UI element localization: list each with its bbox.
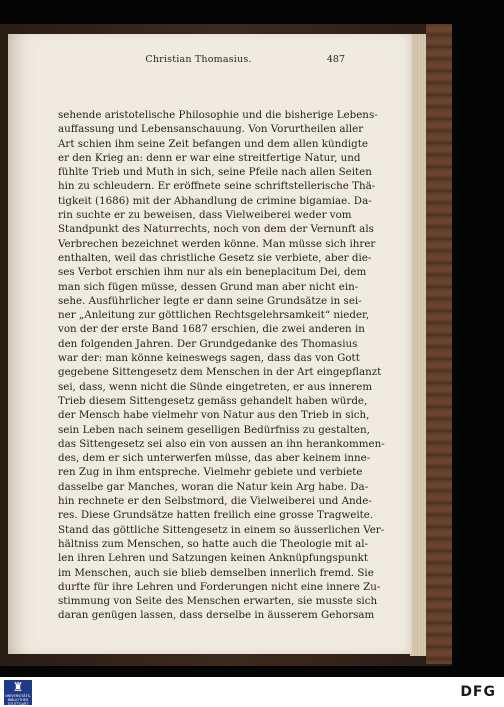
text-line: rin suchte er zu beweisen, dass Vielweiberei weder vom <box>58 209 352 222</box>
text-line: res. Diese Grundsätze hatten freilich eine grosse Tragweite. <box>58 509 374 522</box>
text-line: des, dem er sich unterwerfen müsse, das aber keinem inne- <box>58 452 371 465</box>
text-line: war der: man könne keineswegs sagen, dass das von Gott <box>58 352 360 365</box>
text-line: gegebene Sittengesetz dem Menschen in der Art eingepflanzt <box>58 366 382 379</box>
body-text <box>58 108 385 623</box>
text-line: sehe. Ausführlicher legte er dann seine Grundsätze in sei- <box>58 294 362 307</box>
library-emblem-icon: ♜ <box>12 680 24 694</box>
library-logo-line: STUTTGART <box>7 702 29 706</box>
library-logo-line: BIBLIOTHEK <box>7 698 29 702</box>
running-title: Christian Thomasius. <box>145 54 252 65</box>
text-line: sei, dass, wenn nicht die Sünde eingetreten, er aus innerem <box>58 380 373 393</box>
text-line: daran genügen lassen, dass derselbe in äusserem Gehorsam <box>58 609 375 622</box>
book-spine <box>425 24 452 664</box>
text-line: ner „Anleitung zur göttlichen Rechtsgelehrsamkeit“ nieder, <box>58 309 370 322</box>
text-line: enthalten, weil das christliche Gesetz sie verbiete, aber die- <box>58 251 372 264</box>
text-line: hältniss zum Menschen, so hatte auch die Theologie mit al- <box>58 537 369 550</box>
dfg-logo: DFG <box>460 684 496 700</box>
text-line: len ihren Lehren und Satzungen keinen Anknüpfungspunkt <box>58 552 368 565</box>
text-line: man sich fügen müsse, dessen Grund man aber nicht ein- <box>58 280 359 293</box>
text-line: er den Krieg an: denn er war eine streitfertige Natur, und <box>58 151 361 164</box>
text-line: von der der erste Band 1687 erschien, die zwei anderen in <box>58 323 365 336</box>
text-line: fühlte Trieb und Muth in sich, seine Pfeile nach allen Seiten <box>58 166 372 179</box>
text-line: sehende aristotelische Philosophie und die bisherige Lebens- <box>58 109 378 121</box>
text-line: durfte für ihre Lehren und Forderungen nicht eine innere Zu- <box>58 580 381 593</box>
text-line: Verbrechen bezeichnet werden könne. Man müsse sich ihrer <box>58 237 376 250</box>
text-line: ren Zug in ihm entspreche. Vielmehr gebiete und verbiete <box>58 466 363 479</box>
text-line: im Menschen, auch sie blieb demselben innerlich fremd. Sie <box>58 566 374 579</box>
footer-bar <box>0 677 504 707</box>
text-line: hin rechnete er den Selbstmord, die Vielweiberei und Ande- <box>58 495 372 508</box>
page-number: 487 <box>326 54 345 65</box>
text-line: sein Leben nach seinem geselligen Bedürfniss zu gestalten, <box>58 423 370 436</box>
text-line: den folgenden Jahren. Der Grundgedanke des Thomasius <box>58 337 358 350</box>
text-line: Standpunkt des Naturrechts, noch von dem der Vernunft als <box>58 223 374 236</box>
library-logo-line: UNIVERSITÄTS- <box>4 694 32 698</box>
text-line: Art schien ihm seine Zeit befangen und dem allen kündigte <box>58 137 368 150</box>
text-line: das Sittengesetz sei also ein von aussen an ihn herankommen- <box>58 437 385 450</box>
page-edges <box>410 34 426 656</box>
text-line: stimmung von Seite des Menschen erwarten, sie musste sich <box>58 595 378 608</box>
text-line: auffassung und Lebensanschauung. Von Vorurtheilen aller <box>58 123 364 136</box>
text-line: hin zu schleudern. Er eröffnete seine schriftstellerische Thä- <box>58 180 376 193</box>
text-line: ses Verbot erschien ihm nur als ein beneplacitum Dei, dem <box>58 266 367 279</box>
text-line: Trieb diesem Sittengesetz gemäss gehandelt haben würde, <box>58 394 368 407</box>
page-header <box>52 54 345 70</box>
text-line: Stand das göttliche Sittengesetz in einem so äusserlichen Ver- <box>58 523 385 536</box>
library-logo <box>4 680 32 705</box>
text-line: tigkeit (1686) mit der Abhandlung de crimine bigamiae. Da- <box>58 194 372 207</box>
text-line: der Mensch habe vielmehr von Natur aus den Trieb in sich, <box>58 409 370 422</box>
text-line: dasselbe gar Manches, woran die Natur kein Arg habe. Da- <box>58 480 369 493</box>
